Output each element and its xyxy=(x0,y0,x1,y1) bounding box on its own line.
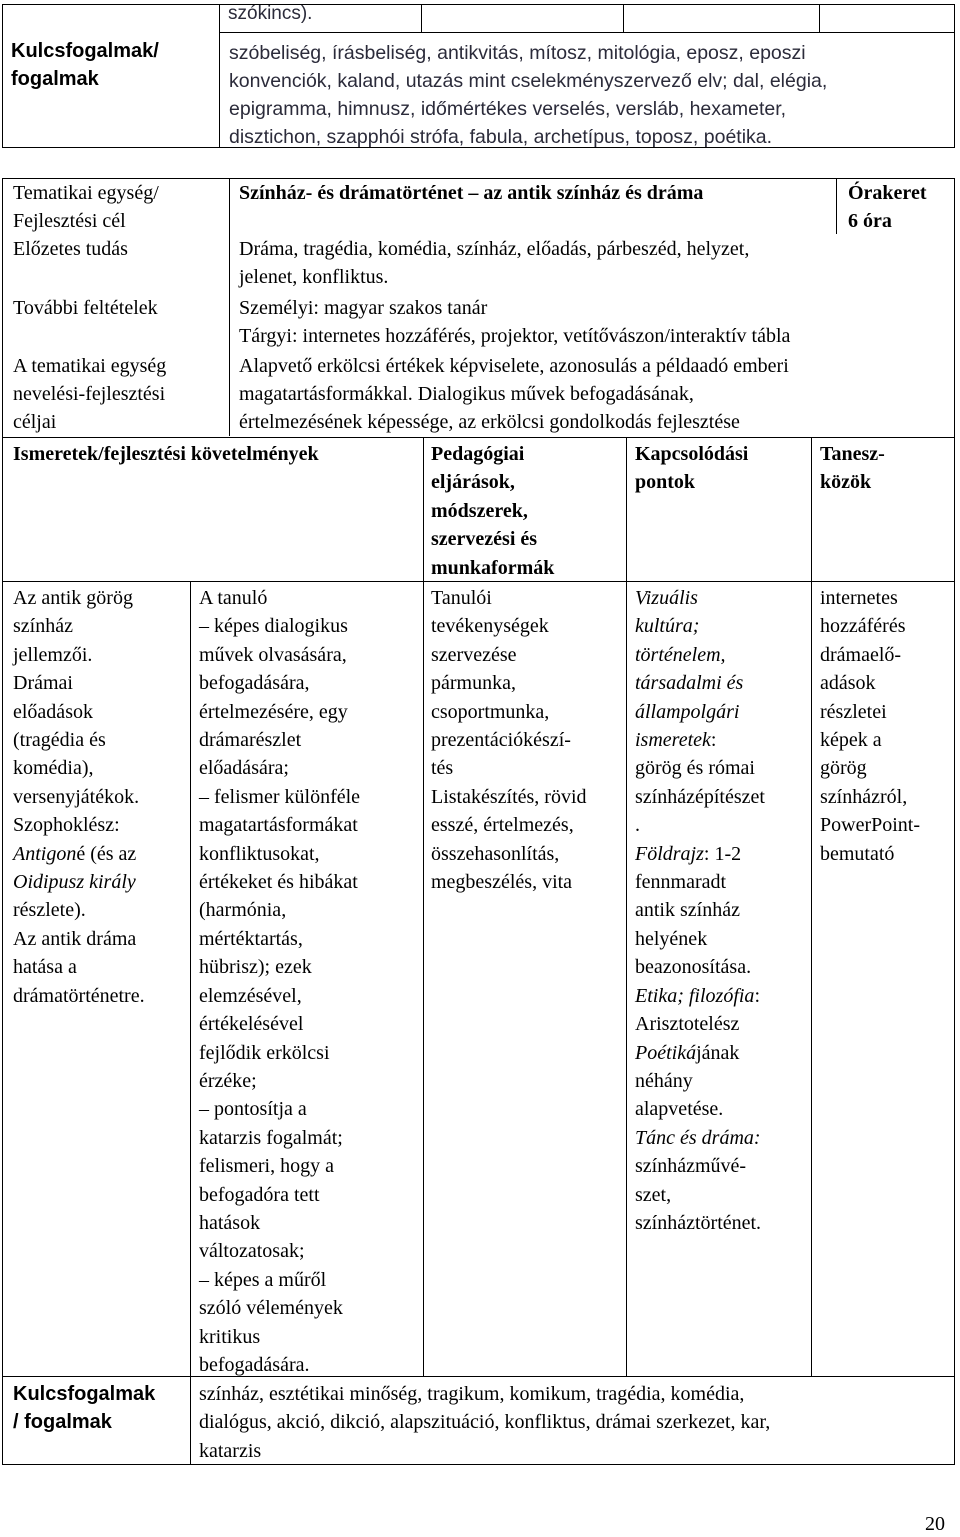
link-line xyxy=(635,1124,765,1152)
requirement-line: előadására; xyxy=(199,757,289,780)
requirement-line: katarzis fogalmát; xyxy=(199,1126,343,1149)
tools-header-line: Tanesz- xyxy=(820,443,885,465)
key-concepts-bottom-content xyxy=(199,1380,770,1465)
topic-line: színház xyxy=(13,615,73,638)
fragment-cell-1 xyxy=(220,5,422,32)
goals-line: magatartásformákkal. Dialogikus művek befogadásának, xyxy=(239,383,694,405)
topics-column xyxy=(13,584,145,1010)
key-concepts-bottom-line: katarzis xyxy=(199,1439,262,1462)
prior-knowledge-line: Dráma, tragédia, komédia, színház, előadás, párbeszéd, helyzet, xyxy=(239,238,750,260)
col-divider-4 xyxy=(811,437,812,1376)
requirement-line: befogadására, xyxy=(199,672,310,695)
topic-line: versenyjátékok. xyxy=(13,785,140,808)
methods-header-line: munkaformák xyxy=(431,556,555,579)
method-line: csoportmunka, xyxy=(431,700,550,723)
requirement-line: művek olvasására, xyxy=(199,643,347,666)
tool-line: részletei xyxy=(820,700,887,723)
hours-label: Órakeret xyxy=(848,182,927,204)
hours-value: 6 óra xyxy=(848,210,892,232)
link-line: állampolgári xyxy=(635,700,740,723)
link-line: fennmaradt xyxy=(635,871,727,894)
method-line: Tanulói xyxy=(431,587,492,609)
goals-label xyxy=(13,352,166,436)
topic-line: előadások xyxy=(13,700,93,723)
requirement-line: hübrisz); ezek xyxy=(199,956,312,979)
link-line: antik színház xyxy=(635,899,740,922)
label-value-divider xyxy=(229,178,230,436)
requirements-column xyxy=(199,584,360,1379)
method-line: esszé, értelmezés, xyxy=(431,814,574,837)
link-line-italic: Tánc és dráma: xyxy=(635,1126,761,1149)
requirement-line: befogadására. xyxy=(199,1353,310,1376)
requirement-line: – pontosítja a xyxy=(199,1098,307,1121)
topic-label-line2: Fejlesztési cél xyxy=(13,210,126,232)
methods-header-line: szervezési és xyxy=(431,528,538,551)
links-column xyxy=(635,584,765,1237)
link-line: Arisztotelész xyxy=(635,1013,740,1036)
requirement-line: konfliktusokat, xyxy=(199,842,320,865)
goals-value xyxy=(239,352,789,436)
bottom-key-divider xyxy=(3,1376,954,1377)
link-line: Vizuális xyxy=(635,587,698,609)
key-concepts-bottom-label xyxy=(13,1380,155,1437)
tool-line: internetes xyxy=(820,587,898,609)
goals-label-line2: nevelési-fejlesztési xyxy=(13,383,166,405)
link-line: szet, xyxy=(635,1183,672,1206)
topic-line: Az antik görög xyxy=(13,587,133,609)
topic-line xyxy=(13,840,145,868)
key-concepts-line: szóbeliség, írásbeliség, antikvitás, mítosz, mitológia, eposz, eposzi xyxy=(229,42,806,64)
topic-line: Drámai xyxy=(13,672,73,695)
key-concepts-label-cell xyxy=(3,5,220,147)
prior-knowledge-label: Előzetes tudás xyxy=(13,238,128,260)
methods-header-line: Pedagógiai xyxy=(431,443,525,465)
methods-header-line: eljárások, xyxy=(431,471,515,494)
prior-knowledge-value xyxy=(239,235,749,291)
method-line: szervezése xyxy=(431,643,517,666)
link-line-italic: Földrajz xyxy=(635,842,704,865)
method-line: Listakészítés, rövid xyxy=(431,785,587,808)
goals-label-line1: A tematikai egység xyxy=(13,355,167,377)
key-concepts-table-top xyxy=(2,4,955,148)
link-line: színházépítészet xyxy=(635,785,765,808)
fragment-cell-2 xyxy=(422,5,624,32)
topic-line: részlete). xyxy=(13,899,86,922)
link-line: társadalmi és xyxy=(635,672,744,695)
prior-knowledge-line: jelenet, konfliktus. xyxy=(239,266,389,288)
link-line: színházművé- xyxy=(635,1155,747,1178)
topic-line: Az antik dráma xyxy=(13,927,137,950)
link-line: görög és római xyxy=(635,757,755,780)
methods-header-line: módszerek, xyxy=(431,499,528,522)
link-line-italic: Etika; filozófia xyxy=(635,984,755,1007)
requirement-line: – képes dialogikus xyxy=(199,615,348,638)
tools-header-line: közök xyxy=(820,471,872,494)
requirement-line: A tanuló xyxy=(199,587,268,609)
link-line: helyének xyxy=(635,927,708,950)
tool-line: színházról, xyxy=(820,785,908,808)
key-concepts-bottom-label-line2: / fogalmak xyxy=(13,1411,112,1434)
link-line: történelem, xyxy=(635,643,726,666)
col-divider-1 xyxy=(190,581,191,1376)
key-concepts-label-line2: fogalmak xyxy=(11,68,99,90)
link-line: kultúra; xyxy=(635,615,700,638)
topic-line: hatása a xyxy=(13,956,77,979)
requirement-line: változatosak; xyxy=(199,1240,305,1263)
link-line: színháztörténet. xyxy=(635,1211,762,1234)
previous-row-text: szókincs). xyxy=(228,3,313,24)
topic-line: Oidipusz király xyxy=(13,871,136,894)
requirement-line: elemzésével, xyxy=(199,984,302,1007)
thematic-unit-table xyxy=(2,178,955,1465)
method-line: tevékenységek xyxy=(431,615,549,638)
requirement-line: felismeri, hogy a xyxy=(199,1155,334,1178)
hours-divider xyxy=(836,178,837,234)
topic-title: Színház- és drámatörténet – az antik színház és dráma xyxy=(239,182,704,204)
conditions-line: Személyi: magyar szakos tanár xyxy=(239,297,488,319)
topic-line-plain: é (és az xyxy=(76,842,137,865)
requirement-line: érzéke; xyxy=(199,1069,257,1092)
fragment-cell-3 xyxy=(624,5,820,32)
previous-row-fragment xyxy=(220,5,954,33)
fragment-cell-4 xyxy=(820,5,956,32)
tool-line: adások xyxy=(820,672,876,695)
goals-line: értelmezésének képessége, az erkölcsi gondolkodás fejlesztése xyxy=(239,411,740,433)
requirement-line: magatartásformákat xyxy=(199,814,358,837)
conditions-value xyxy=(239,294,790,350)
key-concepts-bottom-line: dialógus, akció, dikció, alapszituáció, konfliktus, drámai szerkezet, kar, xyxy=(199,1411,771,1434)
link-line xyxy=(635,726,765,754)
topic-line: Szophoklész: xyxy=(13,814,120,837)
methods-column xyxy=(431,584,587,896)
method-line: összehasonlítás, xyxy=(431,842,560,865)
conditions-label: További feltételek xyxy=(13,297,158,319)
key-concepts-label-line1: Kulcsfogalmak/ xyxy=(11,40,159,62)
key-concepts-bottom-label-line1: Kulcsfogalmak xyxy=(13,1383,156,1405)
key-concepts-bottom-line: színház, esztétikai minőség, tragikum, komikum, tragédia, komédia, xyxy=(199,1383,745,1405)
key-concepts-content xyxy=(229,39,941,151)
link-line-plain: : xyxy=(754,984,760,1007)
links-header xyxy=(635,440,748,497)
col-divider-3 xyxy=(626,437,627,1376)
requirement-line: hatások xyxy=(199,1211,261,1234)
requirement-line: – felismer különféle xyxy=(199,785,361,808)
conditions-line: Tárgyi: internetes hozzáférés, projektor, vetítővászon/interaktív tábla xyxy=(239,325,791,347)
key-concepts-line: konvenciók, kaland, utazás mint cselekményszervező elv; dal, elégia, xyxy=(229,70,828,92)
topic-line: jellemzői. xyxy=(13,643,93,666)
tools-column xyxy=(820,584,920,868)
link-line-italic: ismeretek xyxy=(635,729,711,752)
link-line xyxy=(635,1039,765,1067)
topic-label-line1: Tematikai egység/ xyxy=(13,182,159,204)
tool-line: drámaelő- xyxy=(820,643,902,666)
topic-label xyxy=(13,179,159,235)
link-line-plain: jának xyxy=(696,1041,740,1064)
key-concepts-line: disztichon, szapphói strófa, fabula, archetípus, toposz, poétika. xyxy=(229,126,773,148)
methods-header xyxy=(431,440,554,582)
method-line: tés xyxy=(431,757,454,780)
requirement-line: (harmónia, xyxy=(199,899,287,922)
tool-line: bemutató xyxy=(820,842,895,865)
requirement-line: drámarészlet xyxy=(199,729,302,752)
requirement-line: értékeket és hibákat xyxy=(199,871,358,894)
requirement-line: fejlődik erkölcsi xyxy=(199,1041,330,1064)
method-line: pármunka, xyxy=(431,672,516,695)
tool-line: képek a xyxy=(820,729,882,752)
goals-label-line3: céljai xyxy=(13,411,57,433)
col-divider-2 xyxy=(423,437,424,1376)
key-concepts-line: epigramma, himnusz, időmértékes verselés, versláb, hexameter, xyxy=(229,98,787,120)
link-line-plain: : xyxy=(710,729,717,752)
tools-header xyxy=(820,440,885,497)
requirements-header: Ismeretek/fejlesztési követelmények xyxy=(13,443,319,465)
tool-line: görög xyxy=(820,757,867,780)
tool-line: hozzáférés xyxy=(820,615,906,638)
link-line xyxy=(635,982,765,1010)
topic-line: (tragédia és xyxy=(13,729,106,752)
topic-line-italic: Antigon xyxy=(13,842,77,865)
requirement-line: – képes a műről xyxy=(199,1268,327,1291)
goals-line: Alapvető erkölcsi értékek képviselete, azonosulás a példaadó emberi xyxy=(239,355,789,377)
tool-line: PowerPoint- xyxy=(820,814,920,837)
method-line: prezentációkészí- xyxy=(431,729,571,752)
link-line: . xyxy=(635,814,640,837)
links-header-line: pontok xyxy=(635,471,696,494)
key-concepts-label xyxy=(11,37,159,93)
link-line: alapvetése. xyxy=(635,1098,724,1121)
topic-line: drámatörténetre. xyxy=(13,984,145,1007)
link-line: beazonosítása. xyxy=(635,956,752,979)
col-divider-bottom xyxy=(190,1376,191,1464)
link-line xyxy=(635,840,765,868)
requirement-line: értékelésével xyxy=(199,1013,304,1036)
requirement-line: mértéktartás, xyxy=(199,927,303,950)
requirement-line: kritikus xyxy=(199,1325,261,1348)
topic-line: komédia), xyxy=(13,757,94,780)
link-line: néhány xyxy=(635,1069,693,1092)
page-number: 20 xyxy=(925,1513,945,1535)
requirement-line: szóló vélemények xyxy=(199,1297,343,1320)
links-header-line: Kapcsolódási xyxy=(635,443,749,465)
method-line: megbeszélés, vita xyxy=(431,871,573,894)
link-line-italic: Poétiká xyxy=(635,1041,697,1064)
requirement-line: értelmezésére, egy xyxy=(199,700,348,723)
link-line-plain: : 1-2 xyxy=(703,842,742,865)
requirement-line: befogadóra tett xyxy=(199,1183,320,1206)
